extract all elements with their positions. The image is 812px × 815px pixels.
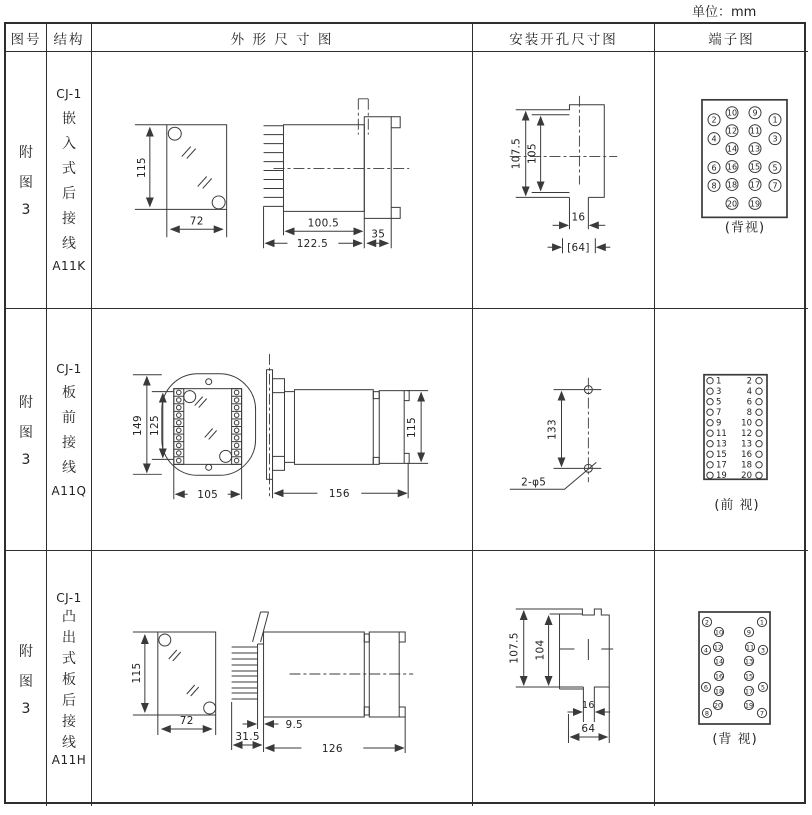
dim-mount-c: 16	[582, 699, 595, 712]
dim-mount-a: 107.5	[510, 137, 523, 170]
dim-mount-c: 16	[571, 211, 586, 224]
side-view-row3	[232, 612, 414, 755]
dim-side-b: 9.5	[285, 718, 304, 732]
structure-row2: CJ-1 板 前 接 线 A11Q	[47, 309, 92, 551]
dim-mount-a: 107.5	[508, 632, 521, 664]
terminal-number: 12	[741, 428, 753, 439]
terminal-number: 8	[711, 181, 717, 191]
terminal-number: 10	[714, 628, 724, 637]
terminal-number: 8	[746, 407, 753, 418]
dim-mount-a: 133	[546, 419, 559, 440]
terminal-view-label: (背视)	[724, 220, 766, 236]
terminal-circle	[707, 409, 713, 415]
terminal-number: 19	[744, 701, 754, 710]
terminal-number: 13	[741, 438, 753, 449]
terminal-circle	[707, 441, 713, 447]
terminal-number: 16	[714, 672, 724, 681]
terminal-pins	[232, 647, 258, 699]
flange-hole	[206, 379, 212, 385]
terminal-circle	[756, 399, 762, 405]
terminal-number: 20	[726, 199, 738, 209]
screw-hole	[159, 634, 171, 646]
terminal-number: 2	[711, 115, 717, 125]
front-view-row1	[135, 125, 227, 238]
terminal-circle	[756, 451, 762, 457]
outline-svg-row2	[92, 309, 472, 550]
terminal-number: 12	[713, 643, 723, 652]
glass-hatch	[195, 397, 217, 440]
terminal-view-label: (背 视)	[712, 732, 758, 747]
dim-side-a: 31.5	[235, 730, 260, 744]
unit-label: 单位：mm	[692, 5, 757, 20]
outline-svg-row3	[92, 551, 472, 806]
terminal-circle	[707, 399, 713, 405]
terminal-number: 17	[716, 459, 727, 470]
mounting-svg-row3	[473, 551, 654, 806]
terminal-number: 18	[741, 459, 753, 470]
terminal-number: 15	[749, 162, 761, 172]
terminal-number: 5	[760, 683, 766, 692]
terminal-svg-row2	[655, 309, 808, 550]
terminal-number: 5	[716, 396, 722, 407]
terminal-circle	[707, 462, 713, 468]
terminal-circle	[707, 388, 713, 394]
dim-front-width: 72	[189, 215, 204, 228]
dim-front-width: 72	[179, 714, 194, 728]
figure-no-row3: 附 图 3	[6, 551, 47, 806]
outline-svg-row1	[92, 52, 472, 308]
terminal-number: 17	[744, 687, 754, 696]
terminal-number: 1	[716, 375, 722, 386]
dim-mount-d: [64]	[567, 242, 590, 255]
terminal-number: 13	[749, 144, 761, 154]
terminal-number: 12	[726, 126, 738, 136]
terminal-number: 4	[703, 646, 709, 655]
figure-no-row2: 附 图 3	[6, 309, 47, 551]
terminal-number: 11	[749, 126, 761, 136]
flange-hole	[206, 464, 212, 470]
front-view-row3	[131, 632, 216, 735]
side-view-row2	[267, 354, 429, 500]
terminal-circle	[756, 420, 762, 426]
terminal-number: 19	[749, 199, 761, 209]
terminal-number: 14	[714, 657, 724, 666]
header-outline-dims: 外 形 尺 寸 图	[92, 24, 473, 52]
terminal-number: 9	[752, 108, 758, 118]
terminal-svg-row3	[655, 551, 808, 806]
header-figure-no: 图号	[6, 24, 47, 52]
dim-side-w: 156	[328, 488, 350, 501]
header-structure: 结构	[47, 24, 92, 52]
dim-mount-b: 104	[534, 639, 547, 661]
terminal-number: 2	[746, 375, 753, 386]
terminal-number: 3	[772, 134, 778, 144]
side-view-row1	[264, 99, 410, 250]
dim-front-height: 115	[135, 157, 148, 178]
terminal-number: 1	[772, 115, 778, 125]
terminal-number: 13	[744, 657, 754, 666]
terminal-circle	[756, 430, 762, 436]
terminal-circle	[707, 472, 713, 478]
terminal-number: 11	[745, 643, 755, 652]
terminal-number: 4	[746, 386, 753, 397]
terminal-number: 5	[772, 163, 778, 173]
dim-side-c: 126	[321, 742, 343, 756]
terminal-number: 11	[716, 428, 727, 439]
terminal-number: 16	[741, 449, 753, 460]
terminal-number: 15	[716, 449, 727, 460]
terminal-circle	[756, 462, 762, 468]
terminal-number: 6	[711, 163, 717, 173]
terminal-number: 8	[704, 709, 710, 718]
structure-row3: CJ-1 凸 出 式 板 后 接 线 A11H	[47, 551, 92, 806]
terminal-number: 18	[714, 687, 724, 696]
terminal-number: 17	[749, 180, 761, 190]
screw-hole	[184, 391, 196, 403]
spec-table	[4, 22, 806, 804]
terminal-circle	[756, 378, 762, 384]
structure-row1: CJ-1 嵌 入 式 后 接 线 A11K	[47, 52, 92, 309]
terminal-circle	[707, 430, 713, 436]
terminal-number: 3	[760, 646, 766, 655]
dim-mount-hole: 2-φ5	[521, 476, 547, 489]
terminal-number: 7	[759, 709, 765, 718]
glass-hatch	[169, 650, 199, 696]
terminal-number: 2	[704, 618, 710, 627]
dim-front-b: 125	[148, 415, 161, 436]
dim-side-a: 100.5	[307, 217, 340, 230]
screw-hole	[212, 196, 225, 209]
terminal-number: 3	[716, 386, 722, 397]
terminal-number: 7	[716, 407, 722, 418]
terminal-number: 18	[726, 180, 738, 190]
terminal-number: 6	[746, 396, 753, 407]
terminal-circle	[756, 388, 762, 394]
dim-side-b: 122.5	[296, 238, 329, 251]
terminal-number: 14	[726, 144, 738, 154]
terminal-view-label: (前 视)	[714, 498, 760, 514]
terminal-number: 13	[716, 438, 727, 449]
screw-hole	[204, 702, 216, 714]
terminal-number: 10	[741, 417, 753, 428]
terminal-circle	[707, 420, 713, 426]
header-terminal-diagram: 端子图	[655, 24, 808, 52]
terminal-number: 20	[741, 470, 753, 481]
dim-front-height: 115	[130, 662, 143, 684]
figure-no-row1: 附 图 3	[6, 52, 47, 309]
mounting-svg-row2	[473, 309, 654, 550]
mounting-svg-row1	[473, 52, 654, 308]
terminal-svg-row1	[655, 52, 808, 308]
terminal-number: 20	[713, 701, 723, 710]
cover	[369, 632, 399, 717]
terminal-number: 4	[711, 134, 717, 144]
terminal-block	[699, 612, 770, 724]
terminal-number: 1	[759, 618, 765, 627]
dim-side-c: 35	[371, 228, 386, 241]
screw-hole	[220, 450, 232, 462]
terminal-circle	[756, 472, 762, 478]
front-view-row2	[132, 374, 256, 501]
screw-hole	[168, 127, 181, 140]
terminal-number: 10	[726, 108, 738, 118]
terminal-circle	[756, 409, 762, 415]
cover	[379, 391, 404, 464]
terminal-number: 9	[716, 417, 722, 428]
dim-mount-d: 64	[581, 722, 596, 736]
terminal-number: 16	[726, 162, 738, 172]
center-marks	[560, 639, 614, 660]
terminal-number: 15	[744, 672, 754, 681]
header-mounting-dims: 安装开孔尺寸图	[473, 24, 655, 52]
dim-mount-b: 105	[526, 143, 539, 165]
terminal-circle	[756, 441, 762, 447]
dim-front-w: 105	[197, 489, 219, 502]
terminal-pins	[264, 126, 284, 207]
glass-hatch	[182, 147, 212, 189]
terminal-number: 19	[716, 470, 727, 481]
terminal-circle	[707, 378, 713, 384]
handle-mark	[253, 612, 269, 642]
terminal-circle	[707, 451, 713, 457]
terminal-number: 7	[772, 181, 778, 191]
dim-front-a: 149	[131, 415, 144, 436]
terminal-number: 6	[703, 683, 709, 692]
terminal-number: 9	[746, 628, 752, 637]
dim-side-h: 115	[406, 417, 419, 438]
